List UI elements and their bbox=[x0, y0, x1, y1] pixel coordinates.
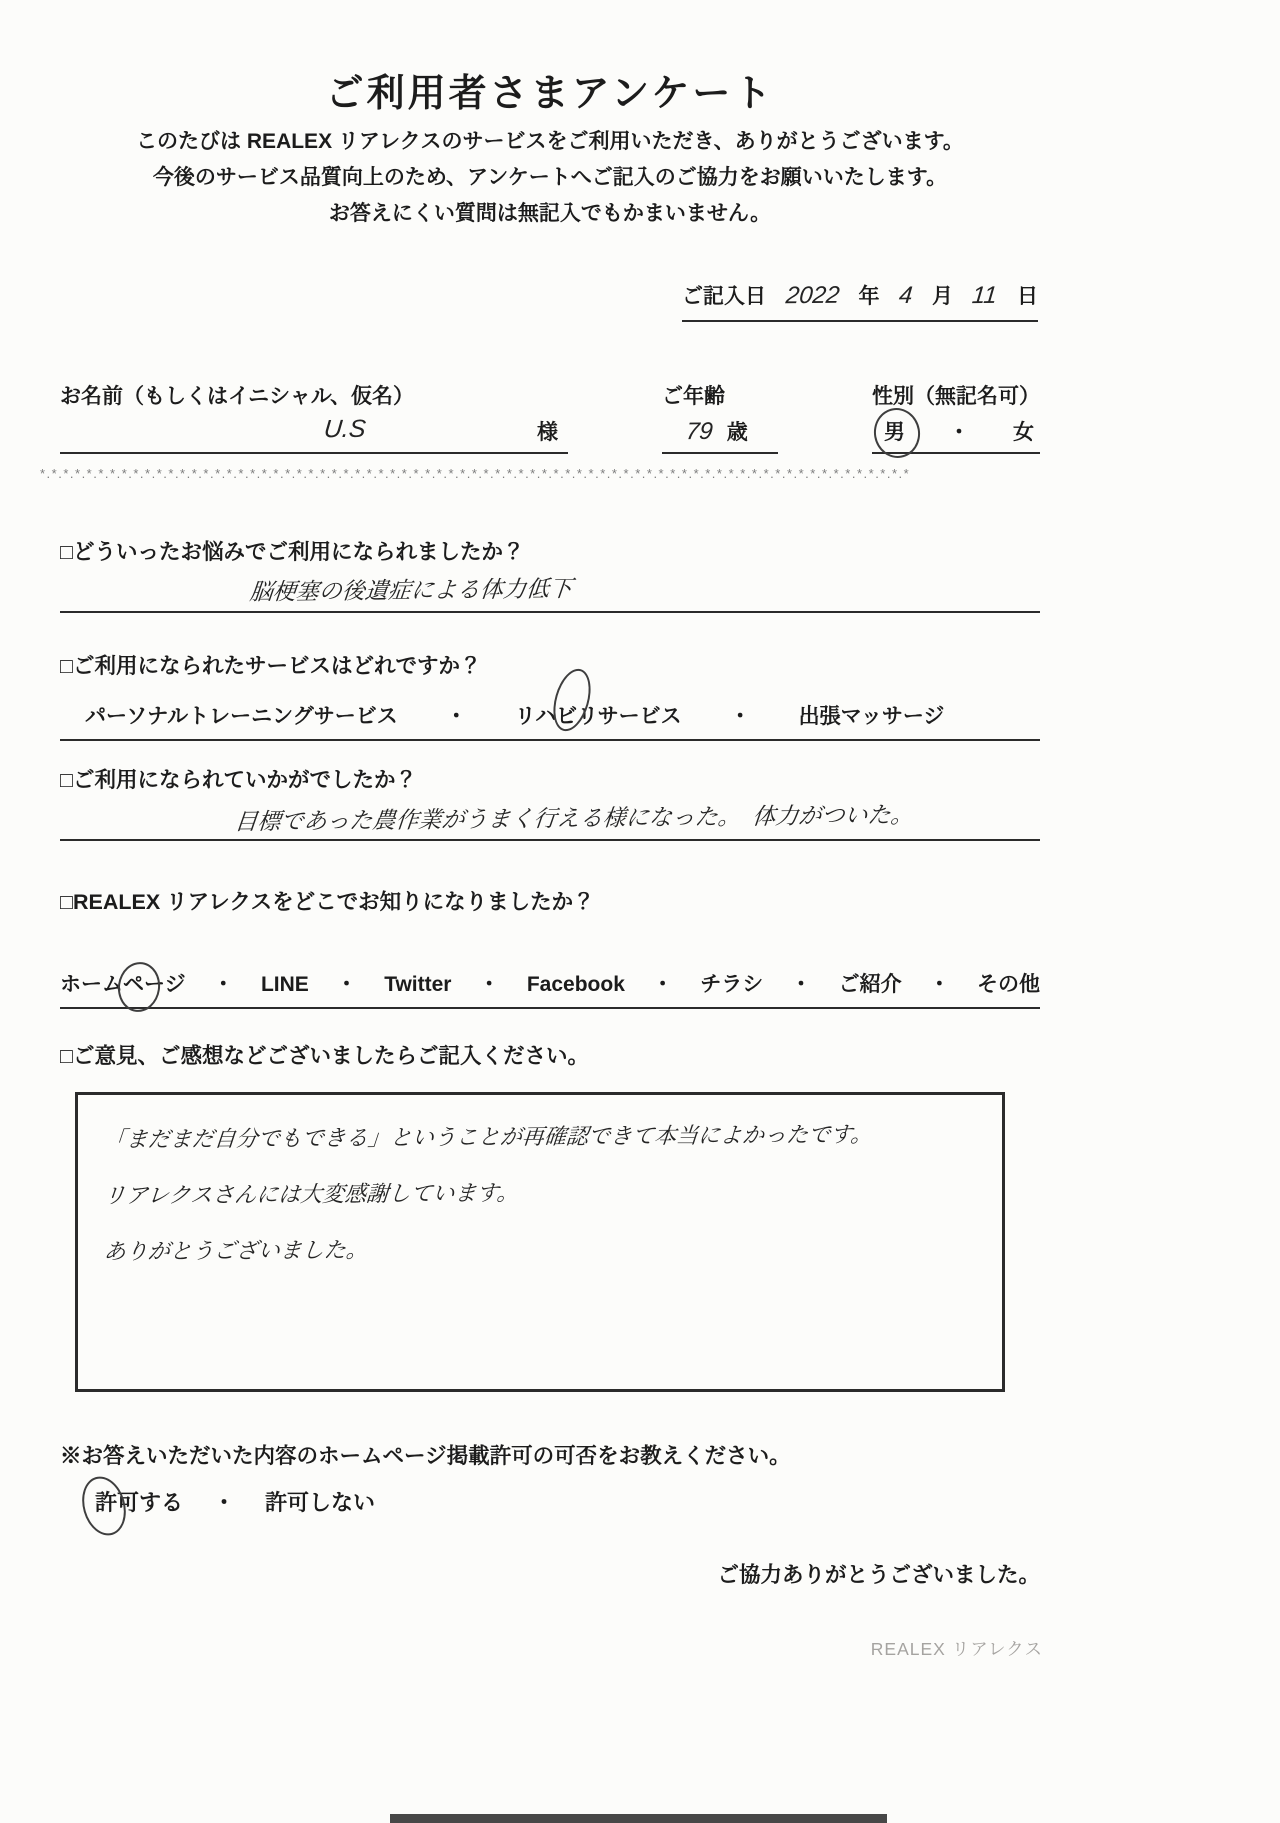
entry-date-day-value: 11 bbox=[971, 281, 999, 310]
question-impression-answer-line bbox=[60, 801, 1040, 841]
question-concern bbox=[60, 538, 1040, 613]
option-permit: 許可する bbox=[95, 1486, 183, 1517]
page-title: ご利用者さまアンケート bbox=[325, 73, 775, 115]
comment-line-2: リアレクスさんには大変感謝しています。 bbox=[102, 1180, 520, 1209]
entry-date-year-unit: 年 bbox=[858, 285, 880, 308]
age-value: 79 bbox=[684, 417, 715, 446]
intro-line-1: このたびは REALEX リアレクスのサービスをご利用いただき、ありがとうございます。 bbox=[136, 130, 964, 153]
closing-thanks-text: ご協力ありがとうございました。 bbox=[717, 1563, 1040, 1587]
permission-options-row bbox=[60, 1486, 1040, 1517]
option-other: その他 bbox=[977, 973, 1040, 996]
gender-option-female: 女 bbox=[1013, 421, 1034, 444]
question-comments bbox=[60, 1042, 1040, 1392]
option-separator-dot: ・ bbox=[213, 1490, 236, 1515]
scan-edge-artifact bbox=[390, 1814, 887, 1823]
option-flyer: チラシ bbox=[700, 973, 764, 996]
entry-date-row bbox=[682, 280, 1038, 322]
question-referral-source-label: □REALEX リアレクスをどこでお知りになりましたか？ bbox=[60, 890, 595, 914]
brand-logo-text: REALEX リアレクス bbox=[870, 1639, 1043, 1659]
option-separator-dot: ・ bbox=[336, 973, 357, 996]
profile-row bbox=[60, 380, 1040, 454]
option-separator-dot: ・ bbox=[928, 973, 950, 996]
publication-permission-note: ※お答えいただいた内容のホームページ掲載許可の可否をお教えください。 bbox=[60, 1444, 791, 1468]
intro-line-3: お答えにくい質問は無記入でもかまいません。 bbox=[328, 202, 772, 225]
option-separator-dot: ・ bbox=[729, 705, 751, 728]
age-field bbox=[662, 380, 778, 454]
age-unit: 歳 bbox=[726, 421, 748, 444]
option-facebook: Facebook bbox=[526, 973, 625, 996]
entry-date-label: ご記入日 bbox=[682, 285, 766, 308]
comments-box bbox=[75, 1092, 1005, 1392]
service-options-row bbox=[60, 694, 1040, 741]
name-value: U.S bbox=[322, 414, 368, 444]
option-deny: 許可しない bbox=[265, 1490, 376, 1515]
gender-label: 性別（無記名可） bbox=[872, 385, 1040, 408]
age-label: ご年齢 bbox=[662, 385, 725, 408]
comment-line-1: 「まだまだ自分でもできる」ということが再確認できて本当によかったです。 bbox=[102, 1121, 874, 1153]
option-separator-dot: ・ bbox=[790, 973, 812, 996]
question-concern-answer: 脳梗塞の後遺症による体力低下 bbox=[248, 575, 574, 605]
name-field bbox=[60, 380, 568, 454]
question-concern-answer-line bbox=[60, 576, 1040, 613]
option-separator-dot: ・ bbox=[212, 973, 234, 996]
question-impression-label: □ご利用になられていかがでしたか？ bbox=[60, 768, 417, 792]
name-suffix: 様 bbox=[537, 421, 558, 444]
referral-options-row bbox=[60, 962, 1040, 1009]
gender-field bbox=[872, 380, 1040, 454]
option-homepage: ホームページ bbox=[60, 968, 186, 998]
question-referral-source bbox=[60, 888, 1040, 1009]
option-separator-dot: ・ bbox=[445, 705, 467, 728]
decorative-separator: *.*.*.*.*.*.*.*.*.*.*.*.*.*.*.*.*.*.*.*.*.*.*.*.*.*.*.*.*.*.*.*.*.*.*.*.*.*.*.*.*.*.*.*.*.*.*.*.*.*.*.*.*.*.*.*.*.*.*.*.*.*.*.*.*.*.*.*.*.*.*.*.*.*.* bbox=[40, 466, 911, 481]
option-rehabilitation-service: リハビリサービス bbox=[515, 700, 682, 730]
question-service-used bbox=[60, 652, 1040, 741]
question-service-used-label: □ご利用になられたサービスはどれですか？ bbox=[60, 654, 482, 678]
question-impression bbox=[60, 766, 1040, 841]
intro-line-2: 今後のサービス品質向上のため、アンケートへご記入のご協力をお願いいたします。 bbox=[152, 166, 948, 189]
entry-date-month-unit: 月 bbox=[931, 285, 953, 308]
entry-date-day-unit: 日 bbox=[1016, 285, 1038, 308]
name-label: お名前（もしくはイニシャル、仮名） bbox=[60, 385, 415, 408]
publication-permission bbox=[60, 1442, 1040, 1517]
intro-text bbox=[60, 124, 1040, 232]
entry-date-month-value: 4 bbox=[897, 281, 914, 310]
option-separator-dot: ・ bbox=[478, 973, 500, 996]
entry-date-year-value: 2022 bbox=[784, 281, 841, 310]
gender-separator-dot: ・ bbox=[948, 421, 970, 444]
comment-line-3: ありがとうございました。 bbox=[102, 1237, 369, 1265]
option-line: LINE bbox=[260, 973, 309, 996]
option-twitter: Twitter bbox=[384, 973, 452, 996]
question-comments-label: □ご意見、ご感想などございましたらご記入ください。 bbox=[60, 1044, 589, 1068]
gender-option-male: 男 bbox=[884, 416, 905, 446]
option-separator-dot: ・ bbox=[652, 973, 674, 996]
option-referral: ご紹介 bbox=[838, 973, 902, 996]
question-impression-answer: 目標であった農作業がうまく行える様になった。 体力がついた。 bbox=[233, 801, 915, 835]
question-concern-label: □どういったお悩みでご利用になられましたか？ bbox=[60, 540, 525, 564]
option-personal-training: パーソナルトレーニングサービス bbox=[85, 705, 398, 728]
option-visiting-massage: 出張マッサージ bbox=[798, 705, 945, 728]
